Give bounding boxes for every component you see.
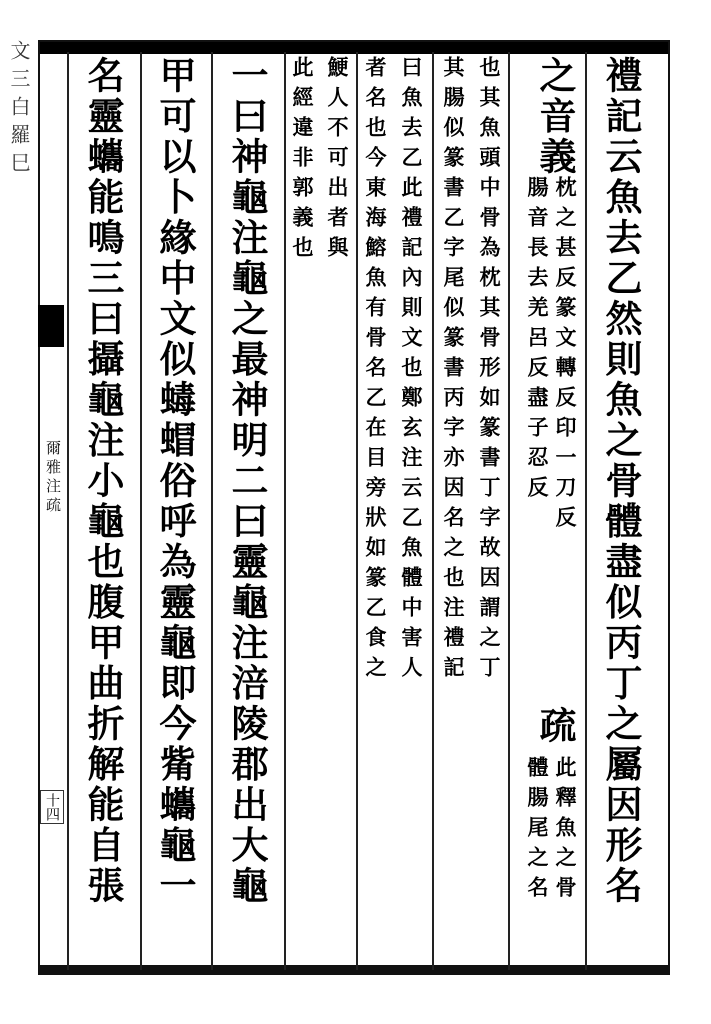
- column-rule: [432, 52, 434, 970]
- col2-note2-right: 此釋魚之骨: [553, 756, 579, 906]
- column-rule: [356, 52, 358, 970]
- column-rule: [284, 52, 286, 970]
- text-column-8: 此經違非郭義也: [290, 56, 316, 266]
- text-column-7: 鯁人不可出者與: [325, 56, 351, 266]
- col2-note-right: 枕之甚反篆文轉反印一刀反: [553, 176, 579, 536]
- gutter-marks: 文三白羅巳: [7, 40, 31, 180]
- column-rule: [67, 52, 69, 970]
- column-rule: [585, 52, 587, 970]
- text-column-1: 禮記云魚去乙然則魚之骨體盡似丙丁之屬因形名: [599, 56, 643, 907]
- text-column-6: 者名也今東海鰫魚有骨名乙在目旁狀如篆乙食之: [363, 56, 389, 686]
- col2-large-head: 之音義: [533, 56, 577, 178]
- bottom-border-band: [40, 965, 668, 973]
- text-column-10: 甲可以卜緣中文似蝳蝐俗呼為靈龜即今觜蠵龜一: [153, 56, 197, 907]
- column-rule: [211, 52, 213, 970]
- column-rule: [140, 52, 142, 970]
- text-column-9: 一曰神龜注龜之最神明二曰靈龜注涪陵郡出大龜: [225, 56, 269, 907]
- text-column-3: 也其魚頭中骨為枕其骨形如篆書丁字故因謂之丁: [477, 56, 503, 686]
- running-title: 爾雅注疏: [44, 440, 62, 516]
- text-column-5: 曰魚去乙此禮記內則文也鄭玄注云乙魚體中害人: [399, 56, 425, 686]
- fold-notch: [38, 305, 64, 347]
- column-rule: [508, 52, 510, 970]
- text-column-11: 名靈蠵能鳴三曰攝龜注小龜也腹甲曲折解能自張: [81, 56, 125, 907]
- col2-su-marker: 疏: [533, 706, 577, 747]
- top-border-band: [40, 42, 668, 54]
- text-column-2: [522, 56, 584, 966]
- col2-note-left: 腸音長去羌呂反盡子忍反: [525, 176, 551, 506]
- page-number: 十四: [40, 790, 64, 824]
- col2-note2-left: 體腸尾之名: [525, 756, 551, 906]
- text-column-4: 其腸似篆書乙字尾似篆書丙字亦因名之也注禮記: [441, 56, 467, 686]
